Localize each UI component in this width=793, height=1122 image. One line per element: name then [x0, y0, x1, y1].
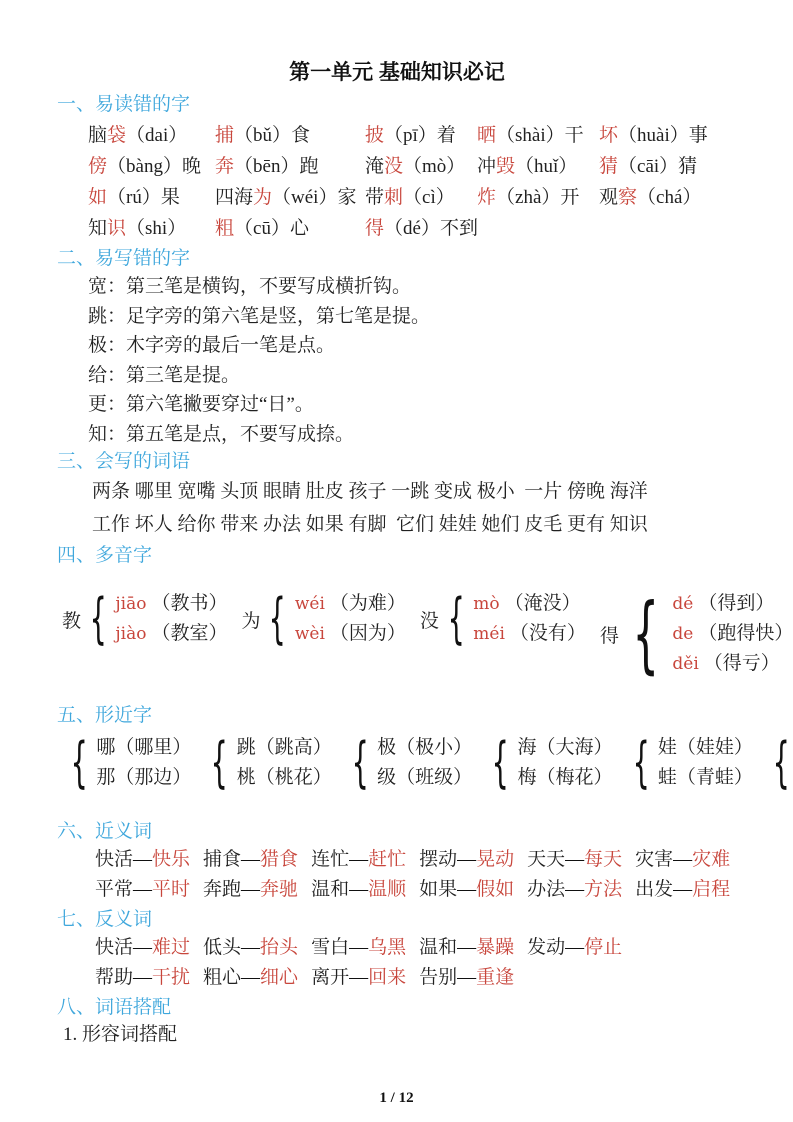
pinyin-text: méi — [473, 624, 505, 644]
easy-miswrite-lines — [57, 272, 737, 449]
word-left: 低头 — [203, 937, 242, 958]
brace-icon: { — [210, 731, 229, 794]
polyphone-readings — [672, 589, 793, 679]
pinyin-item — [88, 213, 215, 244]
highlighted-character: 坏 — [599, 125, 619, 146]
text-segment: （bǔ）食 — [234, 125, 311, 146]
highlighted-character: 为 — [253, 187, 273, 208]
pinyin-item — [477, 120, 599, 151]
pinyin-row — [88, 213, 737, 244]
pinyin-item — [365, 120, 477, 151]
highlighted-character: 如 — [88, 187, 108, 208]
pinyin-item — [365, 182, 477, 213]
pinyin-item — [477, 151, 599, 182]
highlighted-character: 得 — [365, 218, 385, 239]
pinyin-item — [215, 151, 365, 182]
page-title: 第一单元 基础知识必记 — [289, 61, 505, 84]
word-left: 捕食 — [203, 849, 242, 870]
dash: — — [133, 879, 153, 900]
word-pair — [203, 967, 298, 988]
example-word: （得到） — [698, 593, 775, 614]
brace-icon: { — [772, 731, 790, 794]
word-pair — [419, 937, 514, 958]
similar-char-pair — [343, 733, 472, 793]
text-segment: （dé）不到 — [384, 218, 478, 239]
word-right: 假如 — [476, 879, 515, 900]
text-line: 给：第三笔是提。 — [88, 364, 241, 386]
word-right: 回来 — [368, 967, 407, 988]
similar-chars-block — [57, 731, 790, 794]
word-left: 出发 — [635, 879, 674, 900]
section-heading-antonyms: 七、反义词 — [57, 909, 153, 930]
highlighted-character: 刺 — [384, 187, 404, 208]
brace-icon: { — [447, 587, 465, 650]
word-pair — [95, 937, 190, 958]
polyphone-reading — [115, 589, 227, 619]
similar-char-pair — [62, 733, 191, 793]
section-heading-polyphones: 四、多音字 — [57, 545, 153, 566]
word-pair — [635, 849, 730, 870]
text-segment: （cāi）猜 — [618, 156, 698, 177]
dash: — — [349, 849, 369, 870]
polyphone-character: 为 — [241, 610, 261, 632]
polyphone-reading — [672, 589, 793, 619]
polyphone-character: 得 — [599, 625, 619, 647]
word-right: 每天 — [584, 849, 623, 870]
pinyin-item — [88, 151, 215, 182]
word-right: 快乐 — [152, 849, 191, 870]
word-pair — [527, 879, 622, 900]
text-line: 极：木字旁的最后一笔是点。 — [88, 335, 336, 356]
word-pair — [95, 879, 190, 900]
highlighted-character: 察 — [618, 187, 638, 208]
text-segment: 带 — [365, 187, 385, 208]
words-to-write-lines — [57, 475, 737, 541]
highlighted-character: 猜 — [599, 156, 619, 177]
example-word: （为难） — [329, 593, 406, 614]
dash: — — [349, 967, 369, 988]
text-segment: （rú）果 — [107, 187, 180, 208]
word-left: 雪白 — [311, 937, 350, 958]
text-segment: 冲 — [477, 156, 497, 177]
polyphone-reading — [672, 619, 793, 649]
text-segment: （bàng）晚 — [107, 156, 201, 177]
polyphone-entry — [62, 589, 227, 649]
similar-char-item: 那（那边） — [96, 767, 192, 788]
collocation-subitem: 1. 形容词搭配 — [63, 1024, 178, 1045]
highlighted-character: 炸 — [477, 187, 497, 208]
similar-char-item: 级（班级） — [377, 767, 473, 788]
highlighted-character: 毁 — [496, 156, 516, 177]
text-segment: 知 — [88, 218, 108, 239]
similar-char-pair — [202, 733, 331, 793]
pinyin-text: jiào — [115, 624, 147, 644]
pinyin-item — [215, 120, 365, 151]
word-left: 发动 — [527, 937, 566, 958]
word-right: 灾难 — [692, 849, 731, 870]
pinyin-row — [88, 182, 737, 213]
pinyin-text: děi — [672, 654, 699, 674]
section-heading-collocations: 八、词语搭配 — [57, 997, 172, 1018]
dash: — — [457, 879, 477, 900]
word-pair-row — [95, 845, 737, 875]
text-segment: 观 — [599, 187, 619, 208]
polyphone-reading — [672, 649, 793, 679]
word-left: 告别 — [419, 967, 458, 988]
word-right: 乌黑 — [368, 937, 407, 958]
word-left: 办法 — [527, 879, 566, 900]
section-heading-words-to-write: 三、会写的词语 — [57, 451, 191, 472]
section-heading-easy-misread: 一、易读错的字 — [57, 94, 191, 115]
similar-char-pair — [764, 733, 793, 793]
polyphone-entry — [241, 589, 405, 649]
text-segment: （wéi）家 — [272, 187, 357, 208]
dash: — — [673, 849, 693, 870]
highlighted-character: 粗 — [215, 218, 235, 239]
word-left: 天天 — [527, 849, 566, 870]
similar-char-column — [377, 733, 472, 793]
page-number: 1 / 12 — [379, 1090, 414, 1106]
word-right: 暴躁 — [476, 937, 515, 958]
pinyin-row — [88, 151, 737, 182]
highlighted-character: 晒 — [477, 125, 497, 146]
text-line: 宽：第三笔是横钩，不要写成横折钩。 — [88, 276, 412, 297]
polyphone-block — [57, 585, 793, 683]
pinyin-text: jiāo — [115, 594, 147, 614]
word-pair-row — [95, 963, 737, 993]
highlighted-character: 傍 — [88, 156, 108, 177]
word-left: 平常 — [95, 879, 134, 900]
word-pair-row — [95, 875, 737, 905]
word-pair — [311, 937, 406, 958]
pinyin-text: wèi — [294, 624, 325, 644]
pinyin-text: mò — [473, 594, 500, 614]
text-segment: （cì） — [403, 187, 455, 208]
word-pair — [527, 849, 622, 870]
example-word: （淹没） — [504, 593, 581, 614]
similar-char-item: 蛙（青蛙） — [657, 767, 753, 788]
text-line: 两条 哪里 宽嘴 头顶 眼睛 肚皮 孩子 一跳 变成 极小 一片 傍晚 海洋 — [92, 481, 648, 502]
dash: — — [457, 967, 477, 988]
polyphone-reading — [473, 619, 586, 649]
word-pair — [311, 967, 406, 988]
antonym-rows — [57, 933, 737, 993]
pinyin-text: dé — [672, 594, 694, 614]
dash: — — [565, 937, 585, 958]
similar-char-pair — [483, 733, 612, 793]
example-word: （教书） — [151, 593, 228, 614]
section-heading-synonyms: 六、近义词 — [57, 821, 153, 842]
brace-icon: { — [70, 731, 88, 794]
similar-char-column — [658, 733, 753, 793]
pinyin-item — [88, 120, 215, 151]
word-left: 粗心 — [203, 967, 242, 988]
dash: — — [349, 879, 369, 900]
pinyin-item — [215, 213, 365, 244]
similar-char-column — [96, 733, 191, 793]
polyphone-entry — [420, 589, 586, 649]
polyphone-reading — [295, 589, 406, 619]
highlighted-character: 识 — [107, 218, 127, 239]
brace-icon: { — [491, 731, 509, 794]
text-segment: （cū）心 — [234, 218, 309, 239]
pinyin-item — [88, 182, 215, 213]
dash: — — [565, 849, 585, 870]
dash: — — [241, 967, 261, 988]
highlighted-character: 奔 — [215, 156, 235, 177]
dash: — — [241, 879, 261, 900]
dash: — — [349, 937, 369, 958]
polyphone-readings — [115, 589, 227, 649]
polyphone-reading — [295, 619, 406, 649]
pinyin-item — [215, 182, 365, 213]
word-pair — [203, 879, 298, 900]
dash: — — [133, 849, 153, 870]
word-right: 停止 — [584, 937, 623, 958]
similar-char-item: 哪（哪里） — [96, 737, 192, 758]
text-line: 更：第六笔撇要穿过“日”。 — [88, 394, 314, 415]
word-pair — [527, 937, 622, 958]
pinyin-item — [599, 120, 737, 151]
similar-char-item: 娃（娃娃） — [657, 737, 753, 758]
text-segment: 脑 — [88, 125, 108, 146]
highlighted-character: 袋 — [107, 125, 127, 146]
similar-char-item: 梅（梅花） — [517, 767, 613, 788]
pinyin-item — [599, 182, 737, 213]
word-right: 细心 — [260, 967, 299, 988]
pinyin-item — [365, 151, 477, 182]
example-word: （因为） — [329, 623, 406, 644]
section-heading-similar-chars: 五、形近字 — [57, 705, 153, 726]
word-right: 猎食 — [260, 849, 299, 870]
text-line: 知：第五笔是点，不要写成捺。 — [88, 423, 355, 445]
text-segment: （zhà）开 — [496, 187, 580, 208]
text-segment: （shài）干 — [496, 125, 584, 146]
text-segment: （pī）着 — [384, 125, 456, 146]
word-left: 离开 — [311, 967, 350, 988]
word-right: 启程 — [692, 879, 731, 900]
polyphone-readings — [473, 589, 586, 649]
pinyin-item — [599, 151, 737, 182]
polyphone-entry — [599, 585, 793, 683]
pinyin-text: de — [672, 624, 694, 644]
section-heading-easy-miswrite: 二、易写错的字 — [57, 248, 191, 269]
word-right: 晃动 — [476, 849, 515, 870]
word-right: 温顺 — [368, 879, 407, 900]
word-left: 灾害 — [635, 849, 674, 870]
word-right: 抬头 — [260, 937, 299, 958]
easy-misread-rows — [57, 120, 737, 244]
pinyin-row — [88, 120, 737, 151]
word-pair — [203, 849, 298, 870]
example-word: （得亏） — [703, 653, 780, 674]
dash: — — [133, 967, 153, 988]
example-word: （教室） — [151, 623, 228, 644]
word-left: 连忙 — [311, 849, 350, 870]
word-pair — [95, 849, 190, 870]
pinyin-item — [365, 213, 477, 244]
brace-icon: { — [89, 587, 107, 650]
word-pair — [311, 879, 406, 900]
polyphone-character: 教 — [62, 610, 82, 632]
brace-icon: { — [269, 587, 287, 650]
pinyin-item — [477, 182, 599, 213]
word-right: 奔驰 — [260, 879, 299, 900]
brace-icon: { — [632, 731, 650, 794]
dash: — — [457, 937, 477, 958]
word-right: 方法 — [584, 879, 623, 900]
text-segment: （mò） — [403, 156, 466, 177]
word-right: 赶忙 — [368, 849, 407, 870]
word-left: 温和 — [419, 937, 458, 958]
dash: — — [565, 879, 585, 900]
word-pair — [419, 967, 514, 988]
brace-icon: { — [351, 731, 369, 794]
brace-icon: { — [632, 585, 660, 683]
text-segment: （chá） — [637, 187, 702, 208]
word-pair — [419, 849, 514, 870]
word-pair — [203, 937, 298, 958]
word-pair — [311, 849, 406, 870]
text-segment: （dai） — [126, 125, 188, 146]
text-segment: （shi） — [126, 218, 187, 239]
similar-char-column — [237, 733, 332, 793]
word-left: 如果 — [419, 879, 458, 900]
dash: — — [133, 937, 153, 958]
word-right: 干扰 — [152, 967, 191, 988]
similar-char-pair — [624, 733, 753, 793]
text-segment: （bēn）跑 — [234, 156, 319, 177]
similar-char-item: 海（大海） — [517, 737, 613, 758]
word-left: 奔跑 — [203, 879, 242, 900]
example-word: （没有） — [509, 623, 586, 644]
synonym-rows — [57, 845, 737, 905]
polyphone-reading — [473, 589, 586, 619]
polyphone-character: 没 — [419, 610, 439, 632]
similar-char-item: 极（极小） — [377, 737, 473, 758]
highlighted-character: 披 — [365, 125, 385, 146]
dash: — — [241, 849, 261, 870]
pinyin-text: wéi — [294, 594, 325, 614]
dash: — — [241, 937, 261, 958]
text-segment: （huǐ） — [515, 156, 578, 177]
text-segment: （huài）事 — [618, 125, 708, 146]
word-left: 温和 — [311, 879, 350, 900]
word-pair — [419, 879, 514, 900]
text-segment: 四海 — [215, 187, 254, 208]
text-line: 工作 坏人 给你 带来 办法 如果 有脚 它们 娃娃 她们 皮毛 更有 知识 — [92, 514, 648, 535]
word-right: 重逢 — [476, 967, 515, 988]
page-content — [57, 60, 793, 1049]
polyphone-reading — [115, 619, 227, 649]
word-right: 平时 — [152, 879, 191, 900]
word-pair — [95, 967, 190, 988]
dash: — — [457, 849, 477, 870]
similar-char-column — [517, 733, 612, 793]
word-right: 难过 — [152, 937, 191, 958]
polyphone-readings — [295, 589, 406, 649]
similar-char-item: 桃（桃花） — [236, 767, 332, 788]
word-left: 快活 — [95, 937, 134, 958]
text-line: 跳：足字旁的第六笔是竖，第七笔是提。 — [88, 305, 431, 327]
highlighted-character: 捕 — [215, 125, 235, 146]
highlighted-character: 没 — [384, 156, 404, 177]
word-left: 快活 — [95, 849, 134, 870]
dash: — — [673, 879, 693, 900]
example-word: （跑得快） — [698, 623, 793, 644]
word-left: 摆动 — [419, 849, 458, 870]
text-segment: 淹 — [365, 156, 385, 177]
similar-char-item: 跳（跳高） — [236, 737, 332, 758]
word-left: 帮助 — [95, 967, 134, 988]
word-pair — [635, 879, 730, 900]
word-pair-row — [95, 933, 737, 963]
